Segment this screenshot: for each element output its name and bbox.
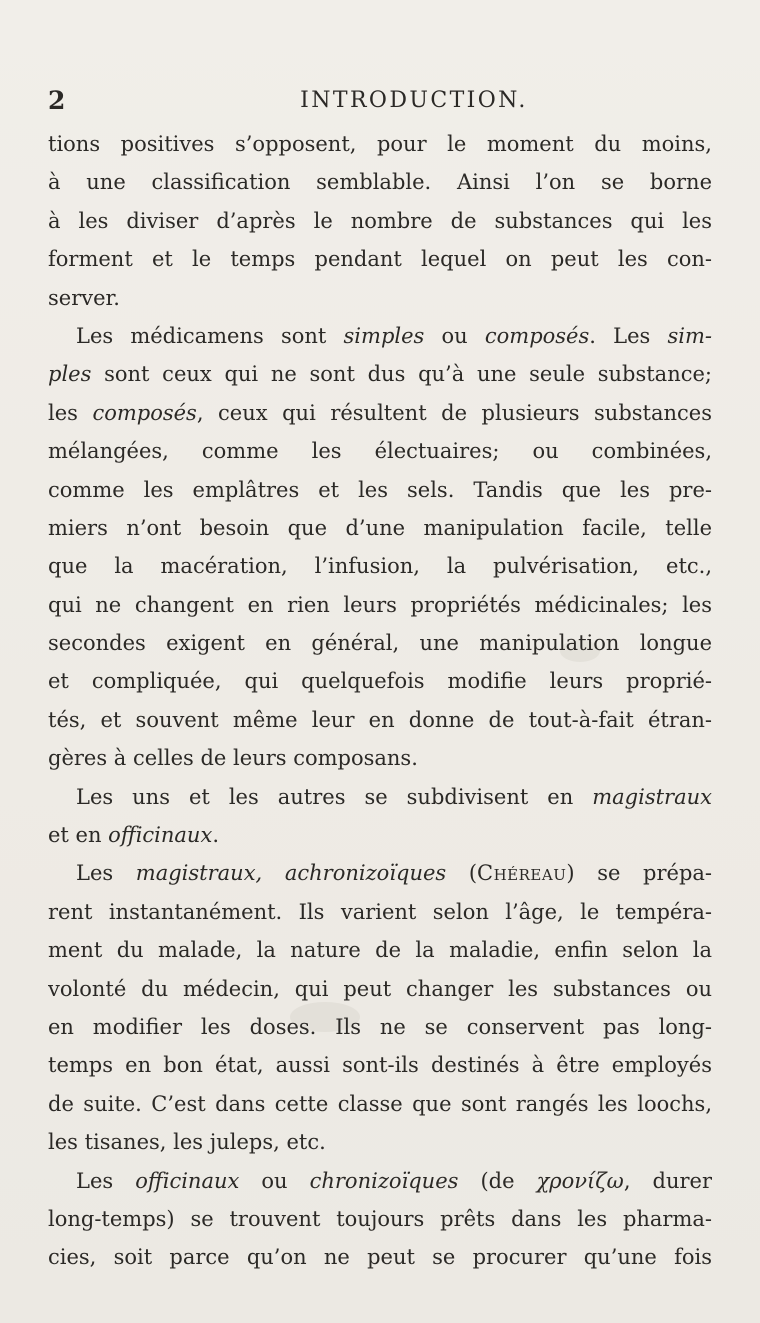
text-line: ples sont ceux qui ne sont dus qu’à une seule substance; [48, 362, 712, 387]
text-line: miers n’ont besoin que d’une manipulation facile, telle [48, 515, 712, 540]
text-line: tions positives s’opposent, pour le moment du moins, [48, 132, 712, 156]
text-line: tés, et souvent même leur en donne de tout-à-fait étran- [48, 707, 712, 732]
text-line: que la macération, l’infusion, la pulvérisation, etc., [48, 554, 712, 579]
text-line: de suite. C’est dans cette classe que sont rangés les loochs, [48, 1091, 712, 1116]
paragraph-start: Les officinaux ou chronizoïques (de χρονίζω, durer [76, 1168, 712, 1193]
text-line: cies, soit parce qu’on ne peut se procurer qu’une fois [48, 1245, 712, 1270]
body-text [48, 125, 712, 1277]
text-line: qui ne changent en rien leurs propriétés médicinales; les [48, 592, 712, 617]
text-line: à une classification semblable. Ainsi l’on se borne [48, 170, 712, 195]
text-line: en modifier les doses. Ils ne se conservent pas long- [48, 1014, 712, 1039]
running-head: INTRODUCTION. [300, 88, 528, 113]
text-line: long-temps) se trouvent toujours prêts dans les pharma- [48, 1206, 712, 1231]
text-line: rent instantanément. Ils varient selon l’âge, le tempéra- [48, 899, 712, 924]
text-line: forment et le temps pendant lequel on peut les con- [48, 247, 712, 272]
text-line: à les diviser d’après le nombre de substances qui les [48, 208, 712, 233]
text-line: les composés, ceux qui résultent de plusieurs substances [48, 400, 712, 425]
text-line: volonté du médecin, qui peut changer les substances ou [48, 976, 712, 1001]
text-line: et compliquée, qui quelquefois modifie leurs proprié- [48, 669, 712, 694]
text-line: gères à celles de leurs composans. [48, 746, 418, 771]
page-header [48, 86, 710, 120]
text-line: comme les emplâtres et les sels. Tandis que les pre- [48, 477, 712, 502]
text-line: temps en bon état, aussi sont-ils destinés à être employés [48, 1053, 712, 1078]
paragraph-start: Les médicamens sont simples ou composés. Les sim- [76, 323, 712, 348]
text-line: ment du malade, la nature de la maladie, enfin selon la [48, 938, 712, 963]
page-number: 2 [48, 86, 67, 115]
text-line: server. [48, 285, 120, 310]
text-line: mélangées, comme les électuaires; ou combinées, [48, 439, 712, 464]
paragraph-start: Les magistraux, achronizoïques (Chéreau) se prépa- [76, 861, 712, 886]
text-line: et en officinaux. [48, 823, 219, 848]
paragraph-start: Les uns et les autres se subdivisent en magistraux [76, 784, 712, 809]
text-line: secondes exigent en général, une manipulation longue [48, 631, 712, 656]
text-line: les tisanes, les juleps, etc. [48, 1130, 326, 1155]
